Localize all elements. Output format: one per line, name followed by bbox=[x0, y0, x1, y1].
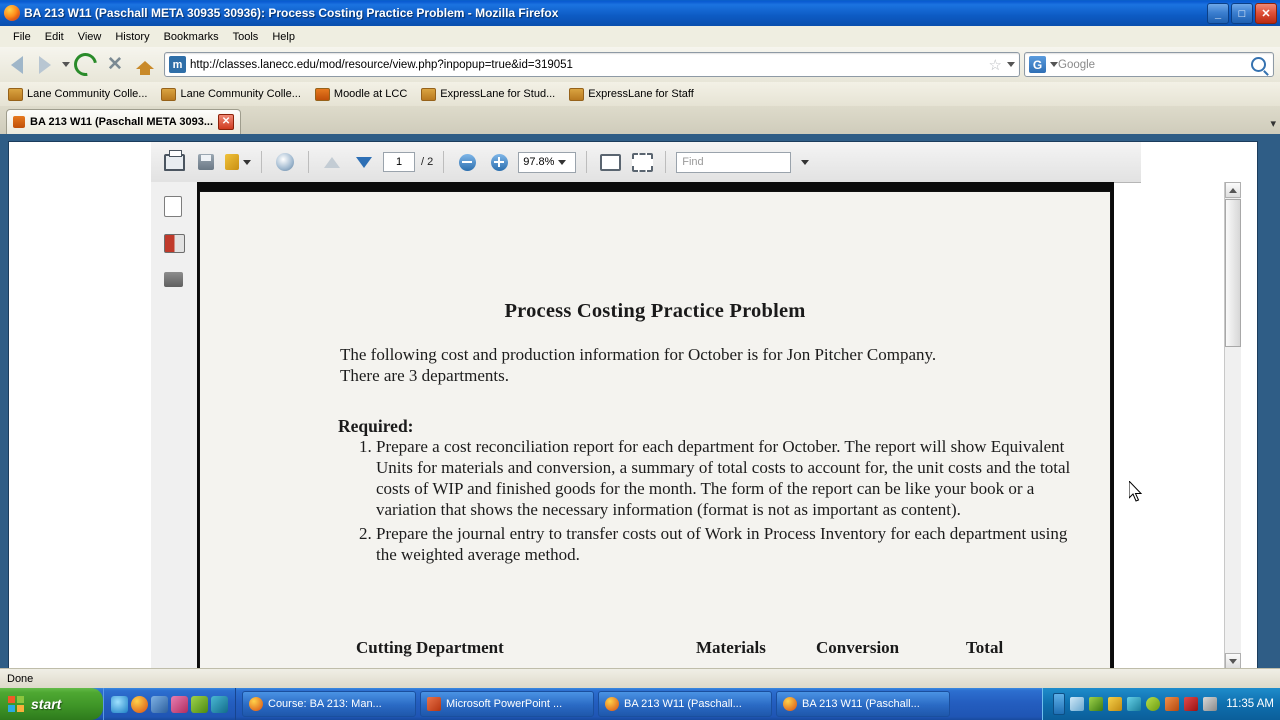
status-bar bbox=[0, 668, 1280, 689]
reload-button[interactable] bbox=[70, 50, 100, 80]
folder-icon bbox=[569, 88, 584, 101]
url-text: http://classes.lanecc.edu/mod/resource/view.php?inpopup=true&id=319051 bbox=[190, 58, 573, 71]
taskbar-items bbox=[242, 691, 1042, 717]
chevron-down-icon[interactable] bbox=[243, 160, 251, 165]
print-icon bbox=[164, 154, 185, 171]
power-icon[interactable] bbox=[1203, 697, 1217, 711]
system-tray bbox=[1042, 688, 1280, 720]
menu-bar bbox=[0, 26, 1280, 48]
window-titlebar bbox=[0, 0, 1280, 27]
tab-label: BA 213 W11 (Paschall META 3093... bbox=[30, 116, 214, 128]
document-title: Process Costing Practice Problem bbox=[504, 300, 806, 322]
taskbar-item-ba213-1[interactable] bbox=[598, 691, 772, 717]
back-button[interactable] bbox=[0, 50, 30, 80]
zoom-in-icon bbox=[491, 154, 508, 171]
antivirus-icon[interactable] bbox=[1146, 697, 1160, 711]
search-icon[interactable] bbox=[1251, 57, 1266, 72]
network-icon[interactable] bbox=[1070, 697, 1084, 711]
media-icon[interactable] bbox=[171, 696, 188, 713]
pdf-page-frame bbox=[197, 182, 1114, 669]
document-paragraph-2: There are 3 departments. bbox=[340, 366, 509, 385]
menu-item-edit[interactable]: Edit bbox=[44, 30, 64, 43]
list-item: 2. Prepare the journal entry to transfer costs out of Work in Process Inventory for each department using the weighted average method. bbox=[376, 523, 1086, 565]
document-table-header bbox=[356, 638, 1111, 658]
pdf-sidebar bbox=[151, 182, 198, 670]
scrollbar-up-button[interactable] bbox=[1225, 182, 1241, 198]
firefox-icon[interactable] bbox=[131, 696, 148, 713]
site-favicon: m bbox=[169, 56, 186, 73]
fit-page-button[interactable] bbox=[629, 149, 655, 175]
firefox-icon bbox=[249, 697, 263, 711]
quick-launch-bar bbox=[103, 688, 236, 720]
shield-icon[interactable] bbox=[1089, 697, 1103, 711]
folder-icon bbox=[8, 88, 23, 101]
save-icon bbox=[198, 154, 214, 170]
chevron-down-icon bbox=[558, 160, 566, 165]
document-required-label: Required: bbox=[338, 416, 414, 436]
ie-icon[interactable] bbox=[151, 696, 168, 713]
folder-icon bbox=[421, 88, 436, 101]
menu-item-bookmarks[interactable]: Bookmarks bbox=[163, 30, 219, 43]
app-icon[interactable] bbox=[211, 696, 228, 713]
bookmark-item-lane-2[interactable] bbox=[161, 88, 300, 101]
fit-width-button[interactable] bbox=[597, 149, 623, 175]
taskbar-item-ba213-2[interactable] bbox=[776, 691, 950, 717]
bookmarks-panel-icon[interactable] bbox=[164, 234, 184, 254]
document-paragraph-1: The following cost and production information for October is for Jon Pitcher Company. bbox=[340, 345, 937, 364]
windows-logo-icon bbox=[8, 696, 25, 713]
hand-tool-button[interactable] bbox=[272, 149, 298, 175]
maximize-button[interactable]: □ bbox=[1231, 3, 1253, 24]
previous-page-button[interactable] bbox=[319, 149, 345, 175]
scrollbar-down-button[interactable] bbox=[1225, 653, 1241, 669]
next-page-button[interactable] bbox=[351, 149, 377, 175]
taskbar-item-label: Microsoft PowerPoint ... bbox=[446, 698, 563, 710]
browser-viewport bbox=[0, 134, 1280, 668]
taskbar-item-label: BA 213 W11 (Paschall... bbox=[802, 698, 920, 710]
search-engine-icon[interactable]: G bbox=[1029, 56, 1046, 73]
zoom-level-value: 97.8% bbox=[523, 156, 555, 168]
table-header-materials: Materials bbox=[696, 638, 766, 657]
find-options-chevron-icon[interactable] bbox=[801, 160, 809, 165]
tab-close-icon[interactable]: ✕ bbox=[218, 114, 234, 130]
table-header-total: Total bbox=[966, 638, 1004, 657]
close-button[interactable]: ✕ bbox=[1255, 3, 1277, 24]
tab-list-chevron-icon[interactable]: ▾ bbox=[1270, 118, 1276, 130]
up-arrow-icon bbox=[324, 157, 340, 168]
status-text: Done bbox=[7, 673, 34, 685]
powerpoint-icon bbox=[427, 697, 441, 711]
attachments-panel-icon[interactable] bbox=[164, 272, 184, 292]
taskbar-item-course[interactable] bbox=[242, 691, 416, 717]
bookmark-item-expresslane-staff[interactable] bbox=[569, 88, 694, 101]
tab-ba213[interactable] bbox=[6, 109, 241, 134]
address-bar[interactable] bbox=[164, 52, 1020, 77]
photo-icon[interactable] bbox=[191, 696, 208, 713]
home-icon bbox=[136, 61, 154, 69]
bookmark-label: ExpressLane for Staff bbox=[588, 88, 694, 100]
find-input[interactable]: Find bbox=[676, 152, 791, 173]
bookmark-label: ExpressLane for Stud... bbox=[440, 88, 556, 100]
folder-icon bbox=[161, 88, 176, 101]
stop-button[interactable] bbox=[100, 50, 130, 80]
volume-icon[interactable] bbox=[1108, 697, 1122, 711]
toolbar-separator bbox=[261, 151, 262, 173]
pdf-viewer bbox=[8, 141, 1258, 670]
window-controls bbox=[1207, 3, 1277, 24]
menu-item-help[interactable]: Help bbox=[272, 30, 295, 43]
bookmark-label: Moodle at LCC bbox=[333, 88, 408, 100]
fit-width-icon bbox=[600, 154, 621, 171]
zoom-level-select[interactable] bbox=[518, 152, 576, 173]
home-button[interactable] bbox=[130, 50, 160, 80]
hand-tool-icon bbox=[276, 153, 294, 171]
pages-panel-icon[interactable] bbox=[164, 196, 184, 216]
menu-item-history[interactable]: History bbox=[115, 30, 150, 43]
bookmarks-toolbar bbox=[0, 82, 1280, 107]
moodle-icon bbox=[13, 116, 25, 128]
print-button[interactable] bbox=[161, 149, 187, 175]
menu-item-tools[interactable]: Tools bbox=[232, 30, 259, 43]
search-input[interactable]: Google bbox=[1058, 58, 1096, 71]
page-number-input[interactable]: 1 bbox=[383, 152, 415, 172]
firefox-icon bbox=[605, 697, 619, 711]
tab-bar bbox=[0, 106, 1280, 135]
pdf-page[interactable] bbox=[199, 191, 1111, 670]
taskbar-item-powerpoint[interactable] bbox=[420, 691, 594, 717]
pdf-scrollbar[interactable] bbox=[1224, 182, 1241, 669]
search-bar[interactable] bbox=[1024, 52, 1274, 77]
minimize-button[interactable]: _ bbox=[1207, 3, 1229, 24]
tools-icon bbox=[225, 154, 239, 170]
taskbar-item-label: Course: BA 213: Man... bbox=[268, 698, 382, 710]
clock[interactable]: 11:35 AM bbox=[1226, 698, 1274, 710]
start-button[interactable] bbox=[0, 688, 103, 720]
sync-icon[interactable] bbox=[1127, 697, 1141, 711]
start-label: start bbox=[31, 696, 62, 712]
toolbar-separator bbox=[443, 151, 444, 173]
bookmark-item-moodle[interactable] bbox=[315, 88, 407, 101]
table-header-conversion: Conversion bbox=[816, 638, 900, 657]
forward-button[interactable] bbox=[30, 50, 60, 80]
firefox-icon bbox=[783, 697, 797, 711]
show-desktop-icon[interactable] bbox=[111, 696, 128, 713]
page-count-label: / 2 bbox=[421, 156, 434, 168]
bookmark-label: Lane Community Colle... bbox=[180, 88, 301, 100]
back-arrow-icon bbox=[11, 56, 23, 74]
zoom-in-button[interactable] bbox=[486, 149, 512, 175]
zoom-out-button[interactable] bbox=[454, 149, 480, 175]
scrollbar-thumb[interactable] bbox=[1225, 199, 1241, 347]
address-dropdown-icon[interactable] bbox=[1007, 62, 1015, 67]
alert-icon[interactable] bbox=[1184, 697, 1198, 711]
document-requirements-list bbox=[350, 436, 1086, 568]
table-header-department: Cutting Department bbox=[356, 638, 504, 657]
list-item: 1. Prepare a cost reconciliation report for each department for October. The report will show Equivalent Units for materials and conversion, a summary of total costs to account for, the unit costs and the total costs of WIP and finished goods for the month. The form of the report can be like your book or a variation that shows the necessary information (format is not as important as content). bbox=[376, 436, 1086, 520]
tools-button[interactable] bbox=[225, 149, 251, 175]
bookmark-item-lane-1[interactable] bbox=[8, 88, 147, 101]
close-icon: ✕ bbox=[107, 54, 123, 75]
chevron-down-icon[interactable] bbox=[62, 62, 70, 67]
bookmark-label: Lane Community Colle... bbox=[27, 88, 148, 100]
toolbar-separator bbox=[586, 151, 587, 173]
reload-icon bbox=[69, 48, 101, 80]
toolbar-separator bbox=[665, 151, 666, 173]
bookmark-star-icon[interactable]: ☆ bbox=[988, 56, 1002, 74]
forward-arrow-icon bbox=[39, 56, 51, 74]
zoom-out-icon bbox=[459, 154, 476, 171]
navigation-toolbar bbox=[0, 47, 1280, 83]
update-icon[interactable] bbox=[1165, 697, 1179, 711]
firefox-icon bbox=[4, 5, 20, 21]
show-desktop-button[interactable] bbox=[1053, 693, 1065, 715]
toolbar-separator bbox=[308, 151, 309, 173]
moodle-icon bbox=[315, 88, 330, 101]
menu-item-file[interactable]: File bbox=[13, 30, 31, 43]
fit-page-icon bbox=[632, 153, 653, 172]
pdf-toolbar bbox=[151, 142, 1141, 183]
taskbar-item-label: BA 213 W11 (Paschall... bbox=[624, 698, 742, 710]
down-arrow-icon bbox=[356, 157, 372, 168]
search-engine-dropdown-icon[interactable] bbox=[1050, 62, 1058, 67]
menu-item-view[interactable]: View bbox=[77, 30, 102, 43]
taskbar bbox=[0, 688, 1280, 720]
mouse-cursor bbox=[1129, 481, 1143, 503]
window-title: BA 213 W11 (Paschall META 30935 30936): Process Costing Practice Problem - Mozilla Firefox bbox=[24, 6, 559, 20]
save-button[interactable] bbox=[193, 149, 219, 175]
bookmark-item-expresslane-students[interactable] bbox=[421, 88, 555, 101]
